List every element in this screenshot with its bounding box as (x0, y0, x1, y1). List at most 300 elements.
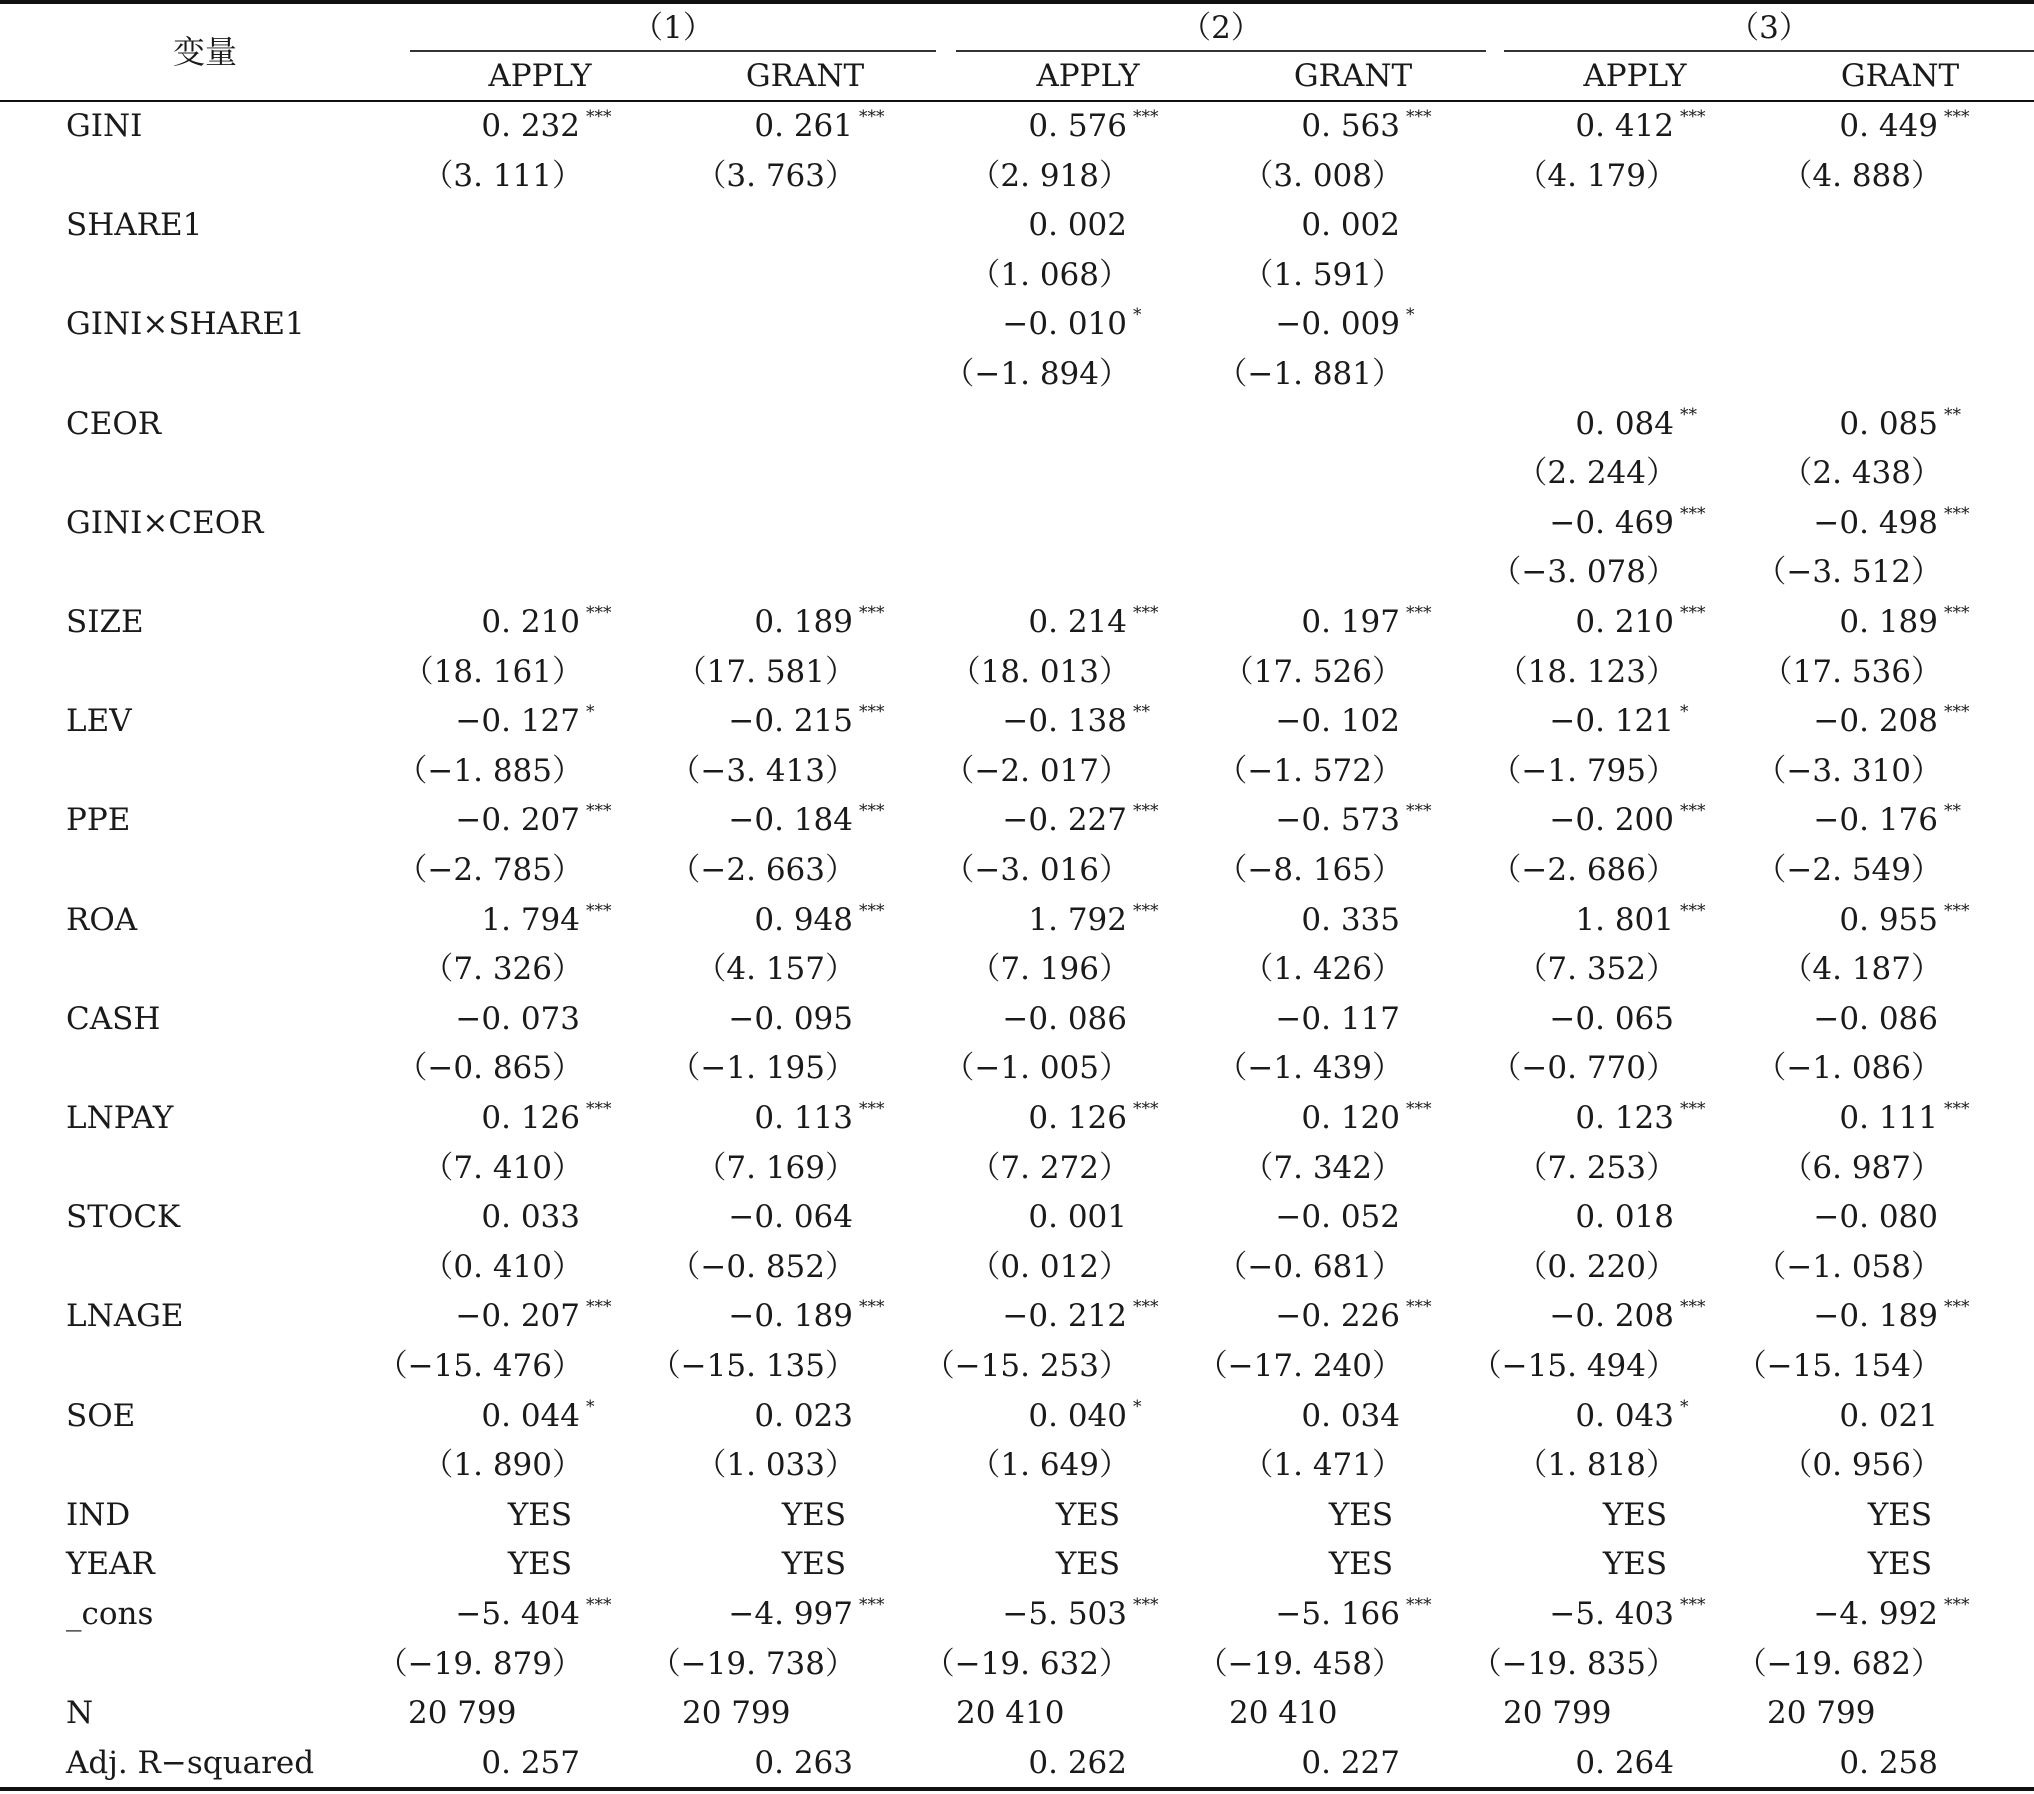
cell-value: （−2. 017） (943, 752, 1130, 789)
t-stat-cell (1736, 1639, 1942, 1689)
t-stat-cell (1490, 1043, 1677, 1093)
cell-value: （1. 426） (1242, 951, 1403, 988)
cell-value: 0. 021 (1839, 1397, 1938, 1434)
cell-value: 0. 261 (754, 108, 853, 144)
cell-value: 0. 189 (1839, 604, 1938, 640)
row-label: IND (66, 1496, 131, 1533)
cell-value: 0. 948 (754, 901, 853, 938)
significance-stars: *** (586, 1595, 612, 1615)
cell-value: （1. 033） (695, 1447, 856, 1484)
significance-stars: *** (1944, 1099, 1970, 1119)
t-stat-cell (1490, 746, 1677, 796)
cell-value: YES (1055, 1546, 1121, 1583)
coefficient-cell (1575, 1093, 1706, 1143)
cell-value: （−1. 005） (943, 1050, 1130, 1087)
coefficient-cell (1301, 200, 1400, 250)
significance-stars: *** (1406, 1595, 1432, 1615)
coefficient-cell (1301, 1738, 1400, 1788)
column-header: APPLY (1036, 58, 1140, 94)
t-stat-cell (650, 1341, 856, 1391)
coefficient-cell (1813, 1192, 1938, 1242)
cell-value: （−15. 253） (923, 1348, 1130, 1384)
cell-value: （2. 438） (1781, 455, 1942, 492)
row-label: ROA (66, 901, 138, 938)
cell-value: YES (1328, 1496, 1394, 1533)
cell-value: −5. 166 (1275, 1596, 1400, 1632)
t-stat-cell (1516, 1440, 1677, 1490)
t-stat-cell (422, 1242, 583, 1292)
t-stat-cell (676, 647, 856, 697)
cell-value: 1. 801 (1575, 901, 1674, 938)
t-stat-cell (650, 1639, 856, 1689)
coefficient-cell (1028, 1391, 1142, 1441)
row-label: GINI×SHARE1 (66, 306, 305, 343)
cell-value: YES (1328, 1546, 1394, 1583)
t-stat-cell (1516, 151, 1677, 201)
cell-value: （7. 169） (695, 1149, 856, 1186)
cell-value: （17. 581） (675, 653, 856, 690)
significance-stars: *** (1944, 107, 1970, 127)
coefficient-cell (1767, 1688, 1875, 1738)
coefficient-cell (1028, 895, 1159, 945)
cell-value: （4. 888） (1781, 157, 1942, 194)
cell-value: 0. 576 (1028, 108, 1127, 144)
coefficient-cell (1002, 1589, 1159, 1639)
coefficient-cell (682, 1688, 790, 1738)
cell-value: （−0. 681） (1216, 1248, 1403, 1285)
t-stat-cell (1497, 647, 1677, 697)
cell-value: 0. 120 (1301, 1100, 1400, 1136)
cell-value: （−1. 058） (1755, 1248, 1942, 1285)
cell-value: （18. 123） (1496, 653, 1677, 690)
coefficient-cell (1549, 1291, 1706, 1341)
bottom-rule (0, 1787, 2034, 1791)
coefficient-cell (408, 1688, 516, 1738)
t-stat-cell (669, 1242, 856, 1292)
cell-value: 0. 258 (1839, 1744, 1938, 1781)
row-label: SHARE1 (66, 207, 203, 244)
cell-value: 0. 002 (1028, 207, 1127, 244)
coefficient-cell (1229, 1688, 1337, 1738)
cell-value: （−15. 494） (1470, 1348, 1677, 1384)
cell-value: YES (781, 1546, 847, 1583)
coefficient-cell (1535, 1490, 1735, 1540)
coefficient-cell (1575, 597, 1706, 647)
t-stat-cell (669, 746, 856, 796)
cell-value: −0. 064 (728, 1199, 853, 1236)
coefficient-cell (1800, 1539, 2000, 1589)
t-stat-cell (1471, 1341, 1677, 1391)
cell-value: 0. 197 (1301, 604, 1400, 640)
cell-value: −0. 189 (1813, 1298, 1938, 1335)
coefficient-cell (988, 1490, 1188, 1540)
cell-value: −0. 176 (1813, 802, 1938, 839)
coefficient-cell (1575, 895, 1706, 945)
cell-value: （−19. 682） (1735, 1645, 1942, 1682)
cell-value: （−0. 770） (1490, 1050, 1677, 1087)
cell-value: −0. 095 (728, 1000, 853, 1037)
cell-value: 0. 449 (1839, 108, 1938, 144)
significance-stars: *** (1944, 1297, 1970, 1318)
coefficient-cell (1301, 1093, 1432, 1143)
cell-value: −5. 404 (455, 1596, 580, 1632)
coefficient-cell (1575, 1192, 1674, 1242)
cell-value: −0. 573 (1275, 802, 1400, 839)
t-stat-cell (695, 944, 856, 994)
group-header-1: （1） (632, 10, 714, 46)
significance-stars: * (1680, 702, 1689, 723)
cell-value: （6. 987） (1781, 1149, 1942, 1186)
significance-stars: ** (1944, 404, 1961, 425)
cell-value: （−15. 135） (649, 1348, 856, 1384)
coefficient-cell (1002, 994, 1127, 1044)
cell-value: （3. 008） (1242, 157, 1403, 194)
significance-stars: ** (1133, 702, 1150, 723)
row-label: YEAR (66, 1546, 155, 1583)
t-stat-cell (943, 845, 1130, 895)
t-stat-cell (422, 944, 583, 994)
cell-value: （−15. 476） (376, 1348, 583, 1384)
cell-value: （−3. 310） (1755, 752, 1942, 789)
significance-stars: * (1680, 1396, 1689, 1417)
cell-value: （0. 410） (422, 1248, 583, 1285)
cell-value: −5. 503 (1002, 1596, 1127, 1632)
coefficient-cell (1839, 1738, 1938, 1788)
significance-stars: *** (1944, 603, 1970, 623)
row-label: GINI×CEOR (66, 504, 264, 541)
coefficient-cell (1028, 200, 1127, 250)
cell-value: −5. 403 (1549, 1596, 1674, 1632)
column-header: GRANT (1840, 58, 1960, 94)
cell-value: （−2. 785） (396, 852, 583, 888)
cell-value: （7. 326） (422, 951, 583, 988)
cell-value: （7. 352） (1516, 951, 1677, 988)
t-stat-cell (1516, 1242, 1677, 1292)
t-stat-cell (669, 845, 856, 895)
t-stat-cell (1755, 547, 1942, 597)
cell-value: （2. 244） (1516, 455, 1677, 492)
coefficient-cell (1503, 1688, 1611, 1738)
coefficient-cell (481, 101, 612, 151)
coefficient-cell (1839, 597, 1970, 647)
cell-value: （−19. 458） (1196, 1645, 1403, 1682)
cell-value: −0. 212 (1002, 1298, 1127, 1335)
cell-value: 0. 563 (1301, 108, 1400, 144)
cell-value: 0. 001 (1028, 1199, 1127, 1236)
significance-stars: *** (1133, 1297, 1159, 1318)
cell-value: （−2. 549） (1755, 852, 1942, 888)
significance-stars: *** (859, 801, 885, 822)
t-stat-cell (924, 1341, 1130, 1391)
t-stat-cell (377, 1341, 583, 1391)
cell-value: （−3. 078） (1490, 554, 1677, 591)
significance-stars: *** (1406, 1297, 1432, 1318)
coefficient-cell (1839, 101, 1970, 151)
t-stat-cell (1216, 1043, 1403, 1093)
cell-value: （3. 763） (695, 157, 856, 194)
coefficient-cell (728, 696, 885, 746)
significance-stars: *** (1133, 1595, 1159, 1615)
t-stat-cell (1755, 1242, 1942, 1292)
coefficient-cell (481, 895, 612, 945)
t-stat-cell (943, 746, 1130, 796)
cell-value: （−1. 572） (1216, 752, 1403, 789)
coefficient-cell (1301, 101, 1432, 151)
t-stat-cell (1755, 845, 1942, 895)
row-label: CEOR (66, 405, 162, 442)
t-stat-cell (969, 250, 1130, 300)
cell-value: YES (507, 1496, 573, 1533)
significance-stars: *** (1680, 503, 1706, 524)
t-stat-cell (969, 1242, 1130, 1292)
cell-value: （2. 918） (969, 157, 1130, 194)
t-stat-cell (1781, 1143, 1942, 1193)
coefficient-cell (455, 1291, 612, 1341)
coefficient-cell (1028, 1738, 1127, 1788)
group-header-3: （3） (1728, 10, 1810, 46)
cell-value: （−1. 795） (1490, 752, 1677, 789)
cell-value: （−1. 885） (396, 752, 583, 789)
significance-stars: *** (586, 1099, 612, 1119)
cell-value: （−0. 852） (669, 1248, 856, 1285)
coefficient-cell (754, 597, 885, 647)
coefficient-cell (1275, 696, 1400, 746)
cell-value: 20 799 (682, 1695, 791, 1732)
cell-value: （−19. 879） (376, 1645, 583, 1682)
coefficient-cell (1028, 597, 1159, 647)
t-stat-cell (943, 349, 1130, 399)
cell-value: （4. 179） (1516, 157, 1677, 194)
coefficient-cell (481, 597, 612, 647)
cell-value: −0. 200 (1549, 802, 1674, 839)
cell-value: −0. 121 (1549, 703, 1674, 740)
coefficient-cell (1800, 1490, 2000, 1540)
cell-value: （−19. 632） (923, 1645, 1130, 1682)
cell-value: （4. 187） (1781, 951, 1942, 988)
cell-value: 20 799 (1503, 1695, 1612, 1732)
cell-value: −0. 052 (1275, 1199, 1400, 1236)
cell-value: 0. 084 (1575, 405, 1674, 442)
significance-stars: *** (1944, 702, 1970, 723)
t-stat-cell (396, 746, 583, 796)
significance-stars: *** (586, 107, 612, 127)
cell-value: 20 410 (956, 1695, 1065, 1732)
cell-value: −4. 997 (728, 1596, 853, 1632)
t-stat-cell (1781, 448, 1942, 498)
t-stat-cell (422, 1143, 583, 1193)
significance-stars: *** (1406, 801, 1432, 822)
significance-stars: *** (1133, 1099, 1159, 1119)
coefficient-cell (1275, 1291, 1432, 1341)
coefficient-cell (455, 795, 612, 845)
coefficient-cell (754, 1738, 853, 1788)
coefficient-cell (481, 1391, 595, 1441)
t-stat-cell (1223, 647, 1403, 697)
coefficient-cell (1813, 1589, 1970, 1639)
t-stat-cell (1781, 944, 1942, 994)
coefficient-cell (1813, 498, 1970, 548)
cell-value: −0. 208 (1813, 703, 1938, 740)
cell-value: −0. 010 (1002, 306, 1127, 343)
cell-value: （−1. 086） (1755, 1050, 1942, 1087)
cell-value: 0. 210 (481, 604, 580, 640)
t-stat-cell (396, 1043, 583, 1093)
significance-stars: *** (859, 603, 885, 623)
significance-stars: *** (1133, 603, 1159, 623)
significance-stars: *** (1680, 107, 1706, 127)
cell-value: 0. 113 (754, 1100, 853, 1136)
t-stat-cell (695, 1143, 856, 1193)
coefficient-cell (1549, 696, 1689, 746)
cell-value: （−15. 154） (1735, 1348, 1942, 1384)
t-stat-cell (1471, 1639, 1677, 1689)
cell-value: 0. 034 (1301, 1397, 1400, 1434)
cell-value: 0. 262 (1028, 1744, 1127, 1781)
cell-value: 20 410 (1229, 1695, 1338, 1732)
cell-value: 0. 335 (1301, 901, 1400, 938)
cell-value: −0. 138 (1002, 703, 1127, 740)
row-label: CASH (66, 1000, 161, 1037)
t-stat-cell (695, 1440, 856, 1490)
row-label: LNAGE (66, 1298, 184, 1335)
significance-stars: ** (1944, 801, 1961, 822)
cell-value: 1. 794 (481, 901, 580, 938)
coefficient-cell (728, 1291, 885, 1341)
significance-stars: * (586, 1396, 595, 1417)
cell-value: （7. 196） (969, 951, 1130, 988)
coefficient-cell (1839, 1093, 1970, 1143)
significance-stars: *** (1133, 900, 1159, 921)
significance-stars: *** (1133, 107, 1159, 127)
cell-value: 0. 018 (1575, 1199, 1674, 1236)
coefficient-cell (1275, 795, 1432, 845)
cell-value: 0. 023 (754, 1397, 853, 1434)
cell-value: −4. 992 (1813, 1596, 1938, 1632)
significance-stars: *** (1406, 107, 1432, 127)
cell-value: −0. 207 (455, 802, 580, 839)
cell-value: （1. 471） (1242, 1447, 1403, 1484)
cell-value: （−1. 894） (943, 356, 1130, 392)
t-stat-cell (924, 1639, 1130, 1689)
cell-value: 20 799 (1767, 1695, 1876, 1732)
cell-value: −0. 227 (1002, 802, 1127, 839)
t-stat-cell (1490, 845, 1677, 895)
t-stat-cell (669, 1043, 856, 1093)
cell-value: 0. 002 (1301, 207, 1400, 244)
cell-value: −0. 207 (455, 1298, 580, 1335)
significance-stars: *** (859, 702, 885, 723)
cell-value: （−17. 240） (1196, 1348, 1403, 1384)
t-stat-cell (396, 845, 583, 895)
coefficient-cell (754, 895, 885, 945)
coefficient-cell (728, 1589, 885, 1639)
row-label: _cons (66, 1596, 154, 1632)
cell-value: （−3. 512） (1755, 554, 1942, 591)
t-stat-cell (1781, 1440, 1942, 1490)
t-stat-cell (1755, 1043, 1942, 1093)
cell-value: −0. 184 (728, 802, 853, 839)
t-stat-cell (1516, 944, 1677, 994)
coefficient-cell (481, 1093, 612, 1143)
cell-value: 0. 044 (481, 1397, 580, 1434)
t-stat-cell (969, 1143, 1130, 1193)
significance-stars: *** (1944, 1595, 1970, 1615)
t-stat-cell (377, 1639, 583, 1689)
cell-value: 0. 085 (1839, 405, 1938, 442)
cell-value: （17. 526） (1222, 653, 1403, 690)
coefficient-cell (1275, 1589, 1432, 1639)
significance-stars: *** (1680, 1099, 1706, 1119)
coefficient-cell (714, 1490, 914, 1540)
variable-header: 变量 (172, 33, 237, 71)
cell-value: （7. 342） (1242, 1149, 1403, 1186)
cell-value: 0. 955 (1839, 901, 1938, 938)
coefficient-cell (1839, 399, 1961, 449)
coefficient-cell (754, 1093, 885, 1143)
cell-value: 0. 264 (1575, 1744, 1674, 1781)
coefficient-cell (1549, 994, 1674, 1044)
coefficient-cell (1002, 299, 1142, 349)
cell-value: 0. 214 (1028, 604, 1127, 640)
cell-value: 0. 227 (1301, 1744, 1400, 1781)
cell-value: （−8. 165） (1216, 852, 1403, 888)
coefficient-cell (1301, 895, 1400, 945)
cell-value: （7. 272） (969, 1149, 1130, 1186)
t-stat-cell (422, 1440, 583, 1490)
cell-value: （18. 013） (949, 653, 1130, 690)
cell-value: 0. 111 (1839, 1100, 1938, 1136)
coefficient-cell (728, 994, 853, 1044)
coefficient-cell (455, 1589, 612, 1639)
t-stat-cell (1242, 1143, 1403, 1193)
coefficient-cell (1549, 795, 1706, 845)
cell-value: −0. 102 (1275, 703, 1400, 740)
t-stat-cell (695, 151, 856, 201)
cell-value: −0. 469 (1549, 504, 1674, 541)
coefficient-cell (1575, 1391, 1689, 1441)
cell-value: −0. 498 (1813, 504, 1938, 541)
cell-value: −0. 080 (1813, 1199, 1938, 1236)
cell-value: （−0. 865） (396, 1050, 583, 1087)
cell-value: （1. 649） (969, 1447, 1130, 1484)
header-rule (0, 100, 2034, 102)
cell-value: （−1. 439） (1216, 1050, 1403, 1087)
coefficient-cell (1275, 1192, 1400, 1242)
cell-value: 0. 040 (1028, 1397, 1127, 1434)
cell-value: （1. 591） (1242, 256, 1403, 293)
column-header: APPLY (488, 58, 592, 94)
coefficient-cell (956, 1688, 1064, 1738)
coefficient-cell (728, 1192, 853, 1242)
row-label: SOE (66, 1397, 136, 1434)
t-stat-cell (1242, 250, 1403, 300)
t-stat-cell (1216, 746, 1403, 796)
t-stat-cell (1242, 944, 1403, 994)
significance-stars: *** (1406, 603, 1432, 623)
coefficient-cell (1002, 1291, 1159, 1341)
t-stat-cell (1197, 1341, 1403, 1391)
t-stat-cell (403, 647, 583, 697)
cell-value: （−19. 835） (1470, 1645, 1677, 1682)
cell-value: YES (1867, 1496, 1933, 1533)
coefficient-cell (1301, 1391, 1400, 1441)
cell-value: （0. 956） (1781, 1447, 1942, 1484)
cell-value: −0. 127 (455, 703, 580, 740)
coefficient-cell (1549, 1589, 1706, 1639)
t-stat-cell (969, 1440, 1130, 1490)
significance-stars: *** (859, 107, 885, 127)
t-stat-cell (422, 151, 583, 201)
